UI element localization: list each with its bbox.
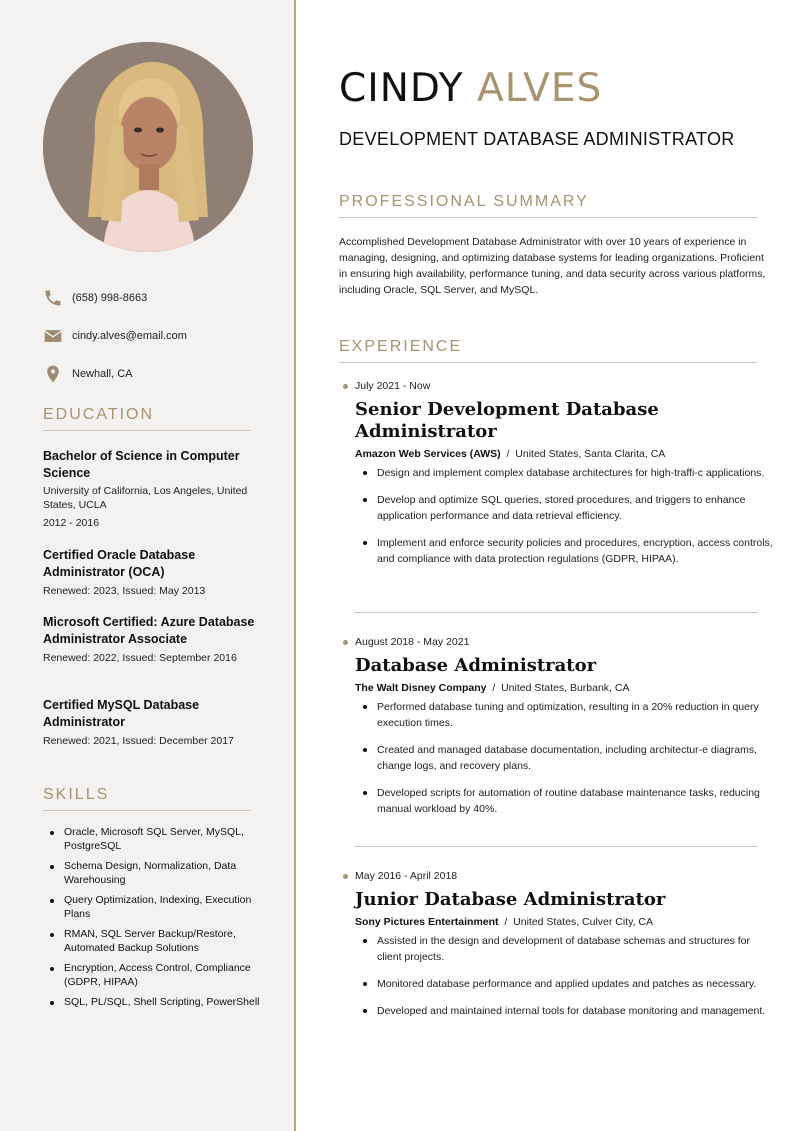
education-date: 2012 - 2016 [43,517,100,529]
job-bullet: Developed scripts for automation of routine database maintenance tasks, reducing manual workload by 40%. [377,785,775,817]
job-date: May 2016 - April 2018 [339,870,779,882]
contact-location [43,363,273,385]
job-date: August 2018 - May 2021 [339,636,779,648]
job-company-line [355,448,779,460]
profile-photo-illustration [43,42,253,252]
location-text: Newhall, CA [72,368,133,380]
envelope-icon [43,326,63,346]
education-date: Renewed: 2023, Issued: May 2013 [43,585,206,597]
company-separator: / [492,682,496,694]
education-item [43,448,258,529]
job-bullet: Developed and maintained internal tools for database monitoring and management. [377,1003,775,1019]
phone-text[interactable]: (658) 998-8663 [72,292,148,304]
job-role: Senior Development Database Administrator [355,399,659,442]
education-title: Bachelor of Science in Computer Science [43,449,240,480]
map-pin-icon [43,364,63,384]
company-name: Sony Pictures Entertainment [355,916,499,928]
summary-heading: PROFESSIONAL SUMMARY [339,193,757,218]
company-location: United States, Santa Clarita, CA [515,448,666,460]
company-separator: / [504,916,508,928]
job-role: Junior Database Administrator [355,889,666,910]
education-school: University of California, Los Angeles, United States, UCLA [43,485,248,511]
job-bullets [377,933,775,1019]
job-bullet: Created and managed database documentation, including architectur-e diagrams, change logs, and recovery plans. [377,742,775,774]
education-item [43,614,258,664]
company-name: The Walt Disney Company [355,682,487,694]
experience-item [339,636,779,828]
education-date: Renewed: 2022, Issued: September 2016 [43,652,237,664]
contact-email [43,325,273,347]
email-text[interactable]: cindy.alves@email.com [72,330,187,342]
job-bullets [377,465,775,567]
contact-phone [43,287,273,309]
education-item [43,547,258,597]
job-bullet: Design and implement complex database architectures for high-traffi-c applications. [377,465,775,481]
job-role: Database Administrator [355,655,597,676]
education-title: Certified Oracle Database Administrator (OCA) [43,548,196,579]
skills-list [50,826,275,1017]
company-location: United States, Culver City, CA [513,916,654,928]
company-name: Amazon Web Services (AWS) [355,448,501,460]
skill-item: Oracle, Microsoft SQL Server, MySQL, PostgreSQL [50,826,275,853]
job-date: July 2021 - Now [339,380,779,392]
experience-heading: EXPERIENCE [339,338,757,363]
skill-item: Schema Design, Normalization, Data Warehousing [50,860,275,887]
job-bullet: Implement and enforce security policies and procedures, encryption, access controls, and compliance with data protection regulations (GDPR, HIPAA). [377,535,775,567]
company-location: United States, Burbank, CA [501,682,630,694]
skill-item: RMAN, SQL Server Backup/Restore, Automated Backup Solutions [50,928,275,955]
profile-photo [43,42,253,252]
education-title: Certified MySQL Database Administrator [43,698,200,729]
skill-item: Encryption, Access Control, Compliance (GDPR, HIPAA) [50,962,275,989]
vertical-divider [294,0,296,1131]
job-company-line [355,916,779,928]
job-bullet: Performed database tuning and optimization, resulting in a 20% reduction in query execution times. [377,699,775,731]
job-company-line [355,682,779,694]
job-bullet: Assisted in the design and development of database schemas and structures for client projects. [377,933,775,965]
person-name [339,66,602,112]
company-separator: / [506,448,510,460]
job-separator [355,612,757,613]
job-bullet: Monitored database performance and applied updates and patches as necessary. [377,976,775,992]
experience-item [339,380,779,578]
phone-icon [43,288,63,308]
skill-item: Query Optimization, Indexing, Execution Plans [50,894,275,921]
skills-heading: SKILLS [43,786,251,811]
experience-item [339,870,779,1030]
first-name: CINDY [339,66,464,111]
job-bullets [377,699,775,817]
education-heading: EDUCATION [43,406,251,431]
last-name: ALVES [477,66,603,111]
job-title: DEVELOPMENT DATABASE ADMINISTRATOR [339,129,735,149]
education-item [43,697,258,747]
summary-text: Accomplished Development Database Administrator with over 10 years of experience in managing, designing, and optimizing database systems for leading organizations. Proficient in ensuring high availability, performance tuning, and data security across various platforms, including Oracle, SQL Server, and MySQL. [339,236,766,296]
education-title: Microsoft Certified: Azure Database Administrator Associate [43,615,255,646]
skill-item: SQL, PL/SQL, Shell Scripting, PowerShell [50,996,275,1010]
job-bullet: Develop and optimize SQL queries, stored procedures, and triggers to enhance application performance and data retrieval efficiency. [377,492,775,524]
job-separator [355,846,757,847]
education-date: Renewed: 2021, Issued: December 2017 [43,735,234,747]
